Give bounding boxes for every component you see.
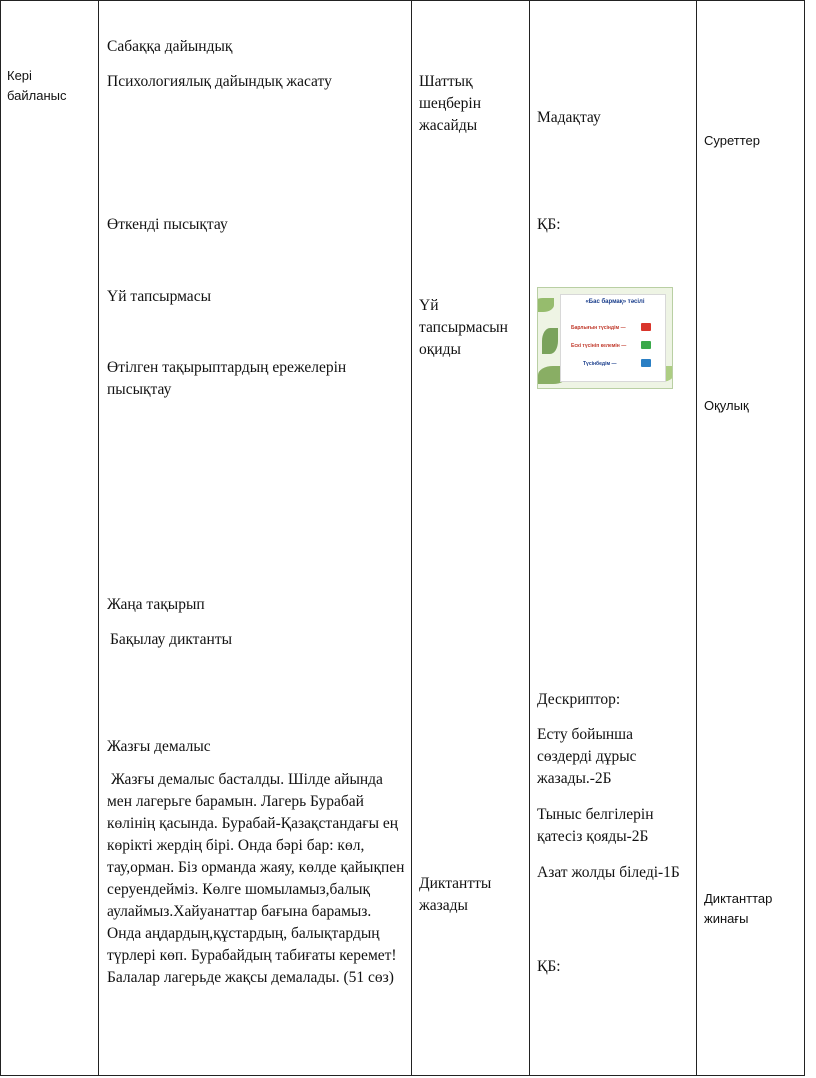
descriptor-2: Тыныс белгілерін қатесіз қояды-2Б [537, 806, 654, 845]
col-border-2 [411, 0, 412, 1076]
col-border-0 [0, 0, 1, 1076]
resource-textbook: Оқулық [704, 398, 749, 413]
col-border-3 [529, 0, 530, 1076]
col-border-5 [804, 0, 805, 1076]
thumbs-down-icon [641, 359, 651, 367]
col-border-4 [696, 0, 697, 1076]
thumbs-row-1: Барлығын түсіндім — [571, 325, 626, 331]
resource-dictation-collection: Диктанттар жинағы [704, 891, 773, 926]
rules-review: Өтілген тақырыптардың ережелерін пысықтау [107, 359, 347, 398]
descriptor-heading: Дескриптор: [537, 691, 621, 708]
homework-heading: Үй тапсырмасы [107, 288, 211, 305]
review-heading: Өткенді пысықтау [107, 216, 228, 233]
thumbs-card-title: «Бас бармақ» тәсілі [585, 299, 645, 305]
descriptor-1: Есту бойынша сөздерді дұрыс жазады.-2Б [537, 726, 637, 787]
descriptor-3: Азат жолды біледі-1Б [537, 864, 680, 881]
new-topic: Жаңа тақырып [107, 596, 205, 613]
reads-homework: Үй тапсырмасын оқиды [419, 297, 508, 358]
thumbs-row-2: Ескі түсініп келемін — [571, 343, 627, 349]
formative-assessment-1: ҚБ: [537, 216, 561, 233]
resource-pictures: Суреттер [704, 133, 760, 148]
thumbs-up-icon [641, 323, 651, 331]
thumbs-card [560, 294, 666, 382]
leaf-decoration [537, 298, 554, 312]
writes-dictation: Диктантты жазады [419, 875, 492, 914]
summer-dictation-text: Жазғы демалыс басталды. Шілде айында мен лагерьге барамын. Лагерь Бурабай көлінің қасында. Бурабай-Қазақстандағы ең көрікті жердің бірі. Онда бәрі бар: көл, тау,орман. Біз орманда жаяу, көлде қайықпен серуендейміз. Көлге шомыламыз,балық аулаймыз.Хайуанаттар бағына барамыз. Онда аңдардың,құстардың, балықтардың түрлері көп. Бурабайдың табиғаты керемет! Балалар лагерьде жақсы демалады. (51 сөз) [107, 771, 405, 986]
control-dictation: Бақылау диктанты [110, 631, 233, 648]
thumbs-method-image [537, 287, 673, 389]
summer-title: Жазғы демалыс [107, 738, 211, 755]
prep-title: Сабаққа дайындық [107, 38, 233, 55]
table-bottom-border [0, 1075, 805, 1076]
praise: Мадақтау [537, 109, 601, 126]
feedback-label: Кері байланыс [7, 68, 67, 103]
thumbs-row-3: Түсінбедім — [583, 361, 617, 367]
joy-circle: Шаттық шеңберін жасайды [419, 73, 482, 134]
formative-assessment-2: ҚБ: [537, 958, 561, 975]
psych-prep: Психологиялық дайындық жасату [107, 73, 332, 90]
table-top-border [0, 0, 805, 1]
col-border-1 [98, 0, 99, 1076]
leaf-decoration [542, 328, 558, 354]
thumbs-side-icon [641, 341, 651, 349]
